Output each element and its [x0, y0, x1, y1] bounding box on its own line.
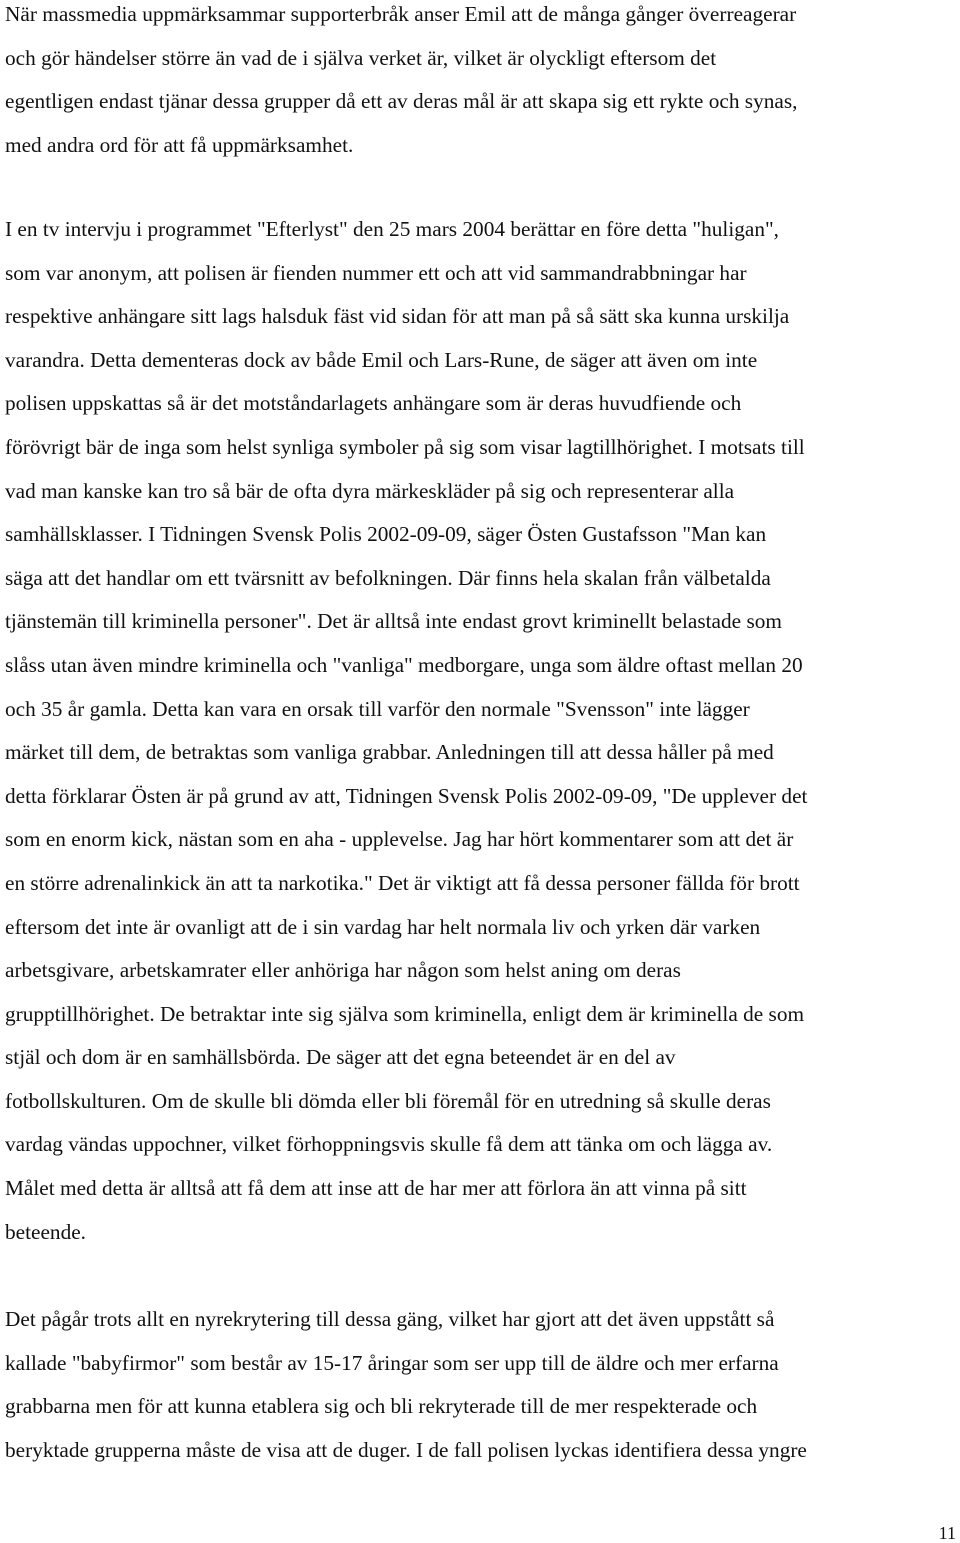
text-line: förövrigt bär de inga som helst synliga symboler på sig som visar lagtillhörighet. I motsats till — [5, 434, 805, 459]
text-line: märket till dem, de betraktas som vanliga grabbar. Anledningen till att dessa håller på med — [5, 740, 774, 765]
paragraph-3 — [5, 1298, 960, 1472]
text-line: egentligen endast tjänar dessa grupper då ett av deras mål är att skapa sig ett rykte och synas, — [5, 89, 798, 114]
text-line: en större adrenalinkick än att ta narkotika." Det är viktigt att få dessa personer fällda för brott — [5, 870, 800, 895]
text-line: samhällsklasser. I Tidningen Svensk Polis 2002-09-09, säger Östen Gustafsson "Man kan — [5, 522, 767, 547]
text-line: och 35 år gamla. Detta kan vara en orsak till varför den normale "Svensson" inte lägger — [5, 696, 750, 721]
text-line: varandra. Detta dementeras dock av både Emil och Lars-Rune, de säger att även om inte — [5, 347, 758, 372]
text-line: beteende. — [5, 1219, 86, 1244]
text-line: polisen uppskattas så är det motståndarlagets anhängare som är deras huvudfiende och — [5, 391, 742, 416]
text-line: som var anonym, att polisen är fienden nummer ett och att vid sammandrabbningar har — [5, 260, 747, 285]
paragraph-2 — [5, 208, 960, 1254]
text-line: arbetsgivare, arbetskamrater eller anhöriga har någon som helst aning om deras — [5, 958, 681, 983]
page-number: 11 — [938, 1523, 956, 1543]
text-line: När massmedia uppmärksammar supporterbråk anser Emil att de många gånger överreagerar — [5, 2, 797, 26]
text-line: vardag vändas uppochner, vilket förhoppningsvis skulle få dem att tänka om och lägga av. — [5, 1132, 773, 1157]
text-line: som en enorm kick, nästan som en aha - upplevelse. Jag har hört kommentarer som att det är — [5, 827, 794, 852]
text-line: respektive anhängare sitt lags halsduk fäst vid sidan för att man på så sätt ska kunna urskilja — [5, 304, 790, 329]
text-line: beryktade grupperna måste de visa att de duger. I de fall polisen lyckas identifiera dessa yngre — [5, 1437, 807, 1462]
text-line: eftersom det inte är ovanligt att de i sin vardag har helt normala liv och yrken där varken — [5, 914, 761, 939]
text-line: grupptillhörighet. De betraktar inte sig själva som kriminella, enligt dem är kriminella de som — [5, 1001, 805, 1026]
text-line: tjänstemän till kriminella personer". Det är alltså inte endast grovt kriminellt belastade som — [5, 609, 782, 634]
text-line: kallade "babyfirmor" som består av 15-17 åringar som ser upp till de äldre och mer erfarna — [5, 1350, 779, 1375]
text-line: vad man kanske kan tro så bär de ofta dyra märkeskläder på sig och representerar alla — [5, 478, 735, 503]
text-line: detta förklarar Östen är på grund av att, Tidningen Svensk Polis 2002-09-09, "De upplever det — [5, 783, 808, 808]
text-line: och gör händelser större än vad de i själva verket är, vilket är olyckligt eftersom det — [5, 45, 717, 70]
text-line: Det pågår trots allt en nyrekrytering till dessa gäng, vilket har gjort att det även uppstått så — [5, 1307, 775, 1331]
text-line: fotbollskulturen. Om de skulle bli dömda eller bli föremål för en utredning så skulle deras — [5, 1088, 771, 1113]
text-line: Målet med detta är alltså att få dem att inse att de har mer att förlora än att vinna på sitt — [5, 1176, 747, 1201]
text-line: slåss utan även mindre kriminella och "vanliga" medborgare, unga som äldre oftast mellan 20 — [5, 652, 803, 677]
text-line: I en tv intervju i programmet "Efterlyst" den 25 mars 2004 berättar en före detta "huligan", — [5, 217, 780, 241]
text-line: med andra ord för att få uppmärksamhet. — [5, 132, 354, 157]
text-line: grabbarna men för att kunna etablera sig och bli rekryterade till de mer respekterade och — [5, 1394, 758, 1419]
paragraph-1 — [5, 0, 960, 167]
text-line: stjäl och dom är en samhällsbörda. De säger att det egna beteendet är en del av — [5, 1045, 676, 1070]
text-line: säga att det handlar om ett tvärsnitt av befolkningen. Där finns hela skalan från välbetalda — [5, 565, 771, 590]
